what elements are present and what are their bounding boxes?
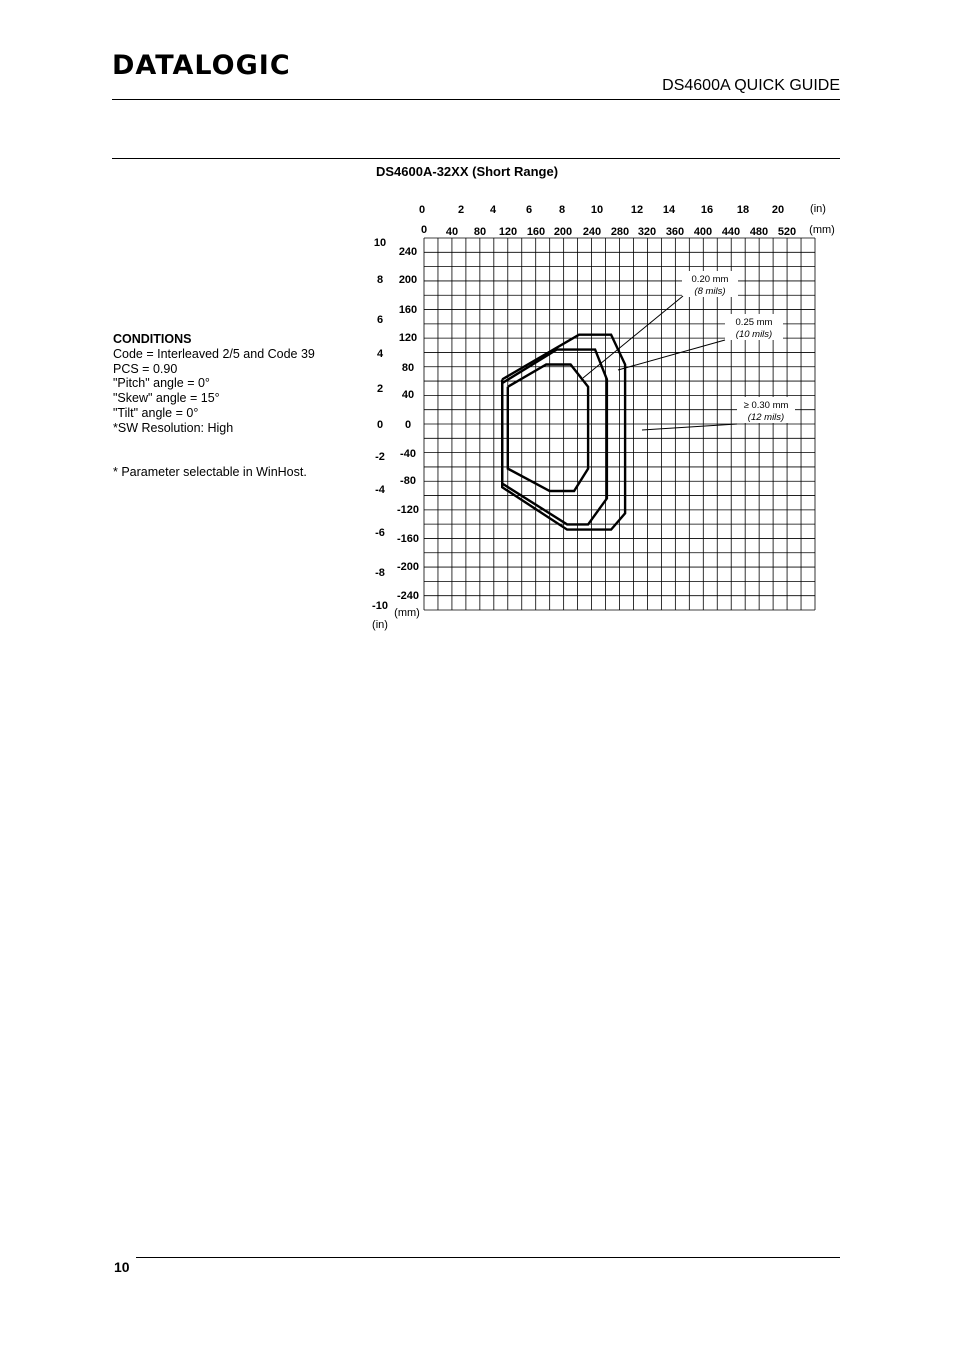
parameter-note: * Parameter selectable in WinHost. (113, 465, 307, 479)
y-tick-label-mm: -200 (396, 561, 420, 573)
x-tick-label-mm: 160 (526, 226, 546, 238)
y-tick-label-mm: 80 (401, 362, 415, 374)
zone-label: ≥ 0.30 mm (743, 400, 789, 411)
x-tick-label-in: 14 (662, 204, 676, 216)
y-tick-label-mm: -160 (396, 533, 420, 545)
x-tick-label-in: 2 (457, 204, 465, 216)
x-unit-label-mm: (mm) (809, 224, 835, 236)
condition-line: "Pitch" angle = 0° (113, 376, 210, 391)
x-tick-label-mm: 400 (693, 226, 713, 238)
zone-sublabel: (8 mils) (694, 286, 726, 297)
guide-title: DS4600A QUICK GUIDE (662, 77, 840, 94)
x-tick-label-mm: 440 (721, 226, 741, 238)
x-tick-label-in: 18 (736, 204, 750, 216)
datalogic-logo: DATALOGIC (112, 50, 291, 81)
y-unit-label-in: (in) (372, 619, 388, 631)
y-tick-label-mm: -240 (396, 590, 420, 602)
y-tick-label-mm: -120 (396, 504, 420, 516)
y-tick-label-in: 8 (376, 274, 384, 286)
y-tick-label-mm: 0 (404, 419, 412, 431)
zone-sublabel: (10 mils) (735, 329, 773, 340)
footer-rule (136, 1257, 840, 1258)
x-tick-label-in: 0 (418, 204, 426, 216)
x-tick-label-mm: 80 (473, 226, 487, 238)
x-tick-label-in: 6 (525, 204, 533, 216)
y-tick-label-in: 0 (376, 419, 384, 431)
chart-title: DS4600A-32XX (Short Range) (376, 164, 559, 179)
x-tick-label-in: 16 (700, 204, 714, 216)
x-tick-label-mm: 320 (637, 226, 657, 238)
x-tick-label-in: 4 (489, 204, 497, 216)
x-tick-label-mm: 480 (749, 226, 769, 238)
y-tick-label-in: -8 (375, 567, 385, 579)
y-unit-label-mm: (mm) (394, 607, 420, 619)
page-number: 10 (114, 1259, 130, 1275)
y-tick-label-mm: -40 (400, 448, 416, 460)
y-tick-label-in: -10 (372, 600, 388, 612)
x-tick-label-mm: 280 (610, 226, 630, 238)
y-tick-label-mm: -80 (400, 475, 416, 487)
condition-line: PCS = 0.90 (113, 361, 178, 376)
y-tick-label-mm: 200 (398, 274, 418, 286)
y-tick-label-in: 10 (373, 237, 387, 249)
y-tick-label-in: 2 (376, 383, 384, 395)
y-tick-label-mm: 120 (398, 332, 418, 344)
x-tick-label-in: 10 (590, 204, 604, 216)
x-tick-label-in: 20 (771, 204, 785, 216)
x-tick-label-in: 12 (630, 204, 644, 216)
condition-line: Code = Interleaved 2/5 and Code 39 (113, 346, 315, 361)
y-tick-label-mm: 160 (398, 304, 418, 316)
y-tick-label-in: 4 (376, 348, 384, 360)
x-tick-label-in: 8 (558, 204, 566, 216)
condition-line: "Skew" angle = 15° (113, 391, 220, 406)
zone-sublabel: (12 mils) (747, 412, 785, 423)
y-tick-label-in: -6 (375, 527, 385, 539)
y-tick-label-in: -2 (375, 451, 385, 463)
x-tick-label-mm: 240 (582, 226, 602, 238)
x-unit-label-in: (in) (810, 203, 826, 215)
condition-line: *SW Resolution: High (113, 420, 234, 435)
y-tick-label-mm: 40 (401, 389, 415, 401)
x-tick-label-mm: 40 (445, 226, 459, 238)
condition-line: "Tilt" angle = 0° (113, 405, 199, 420)
x-tick-label-mm: 520 (777, 226, 797, 238)
y-tick-label-mm: 240 (398, 246, 418, 258)
x-tick-label-mm: 200 (553, 226, 573, 238)
x-tick-label-mm: 120 (498, 226, 518, 238)
zone-label: 0.20 mm (691, 274, 729, 285)
zone-leader-line (618, 340, 725, 370)
chart-grid (424, 238, 815, 610)
y-tick-label-in: -4 (375, 484, 385, 496)
zone-label: 0.25 mm (735, 317, 773, 328)
y-tick-label-in: 6 (376, 314, 384, 326)
x-tick-label-mm: 0 (420, 224, 428, 236)
x-tick-label-mm: 360 (665, 226, 685, 238)
conditions-heading: CONDITIONS (113, 332, 192, 346)
reading-zone-1 (508, 365, 588, 492)
